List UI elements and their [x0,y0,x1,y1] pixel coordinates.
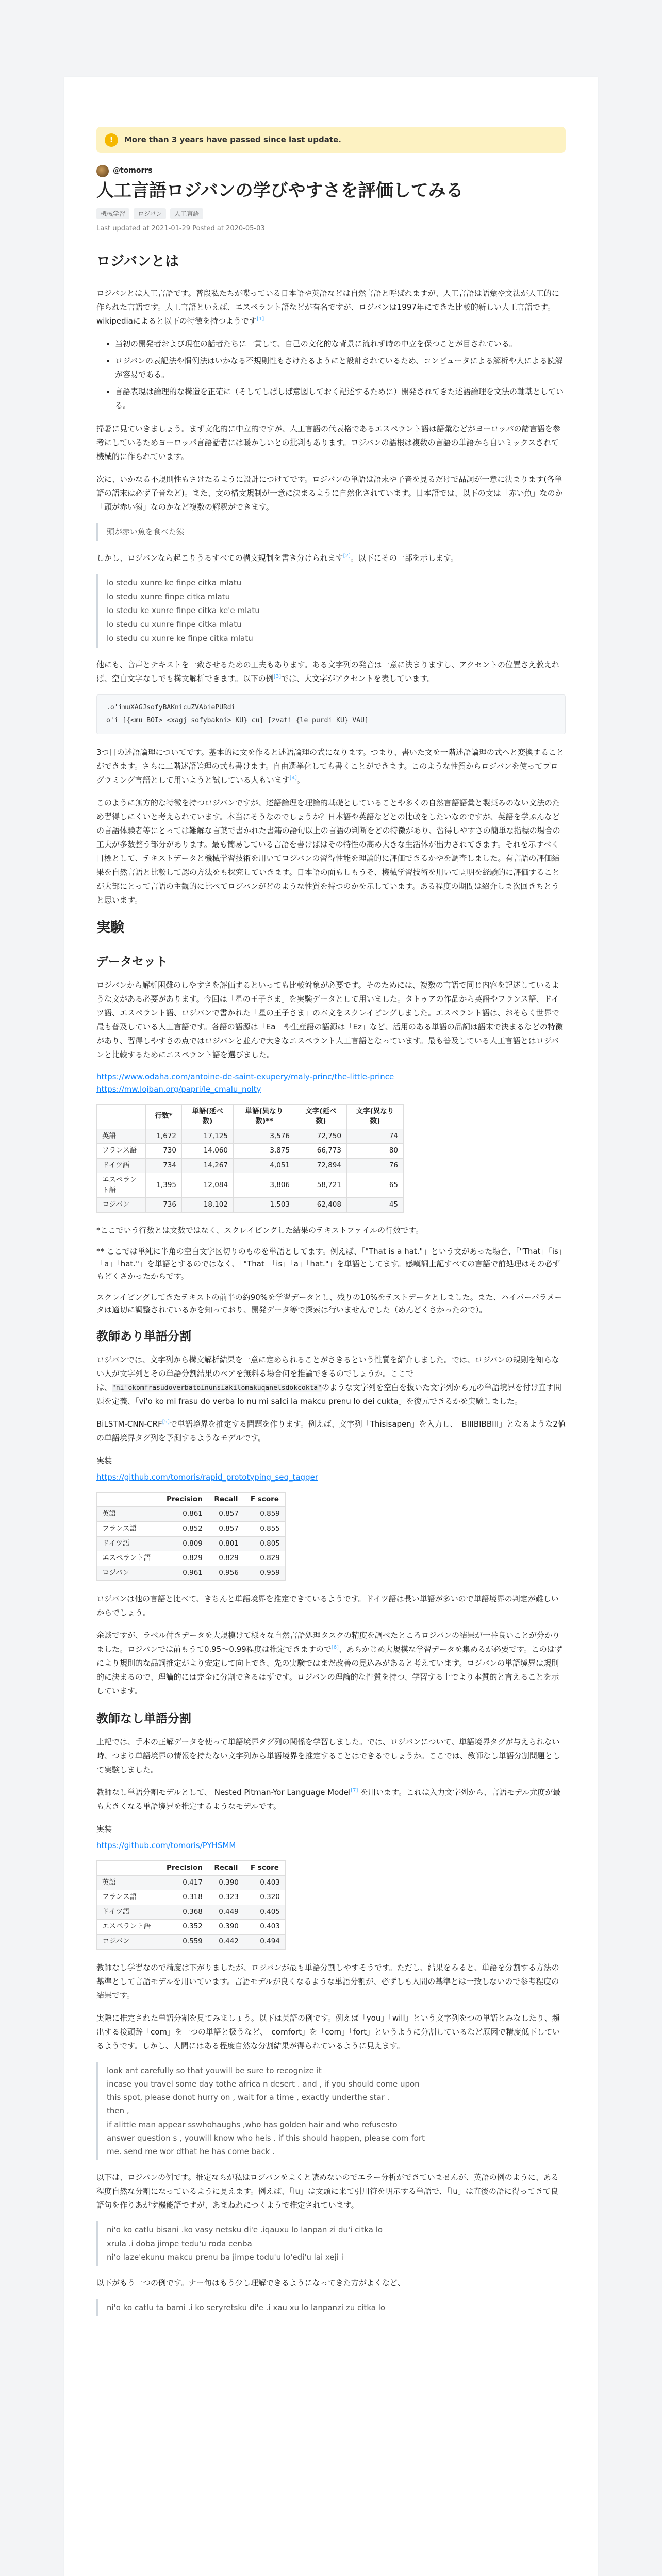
table-cell: 0.861 [161,1507,208,1522]
subsection-heading: 教師なし単語分割 [96,1712,191,1726]
table-row [97,1905,286,1920]
table-row [97,1920,286,1935]
paragraph: ロジバンは他の言語と比べて、きちんと単語境界を推定できているようです。ドイツ語は長い単語が多いので単語境界の判定が難しいからでしょう。 [96,1594,559,1618]
paragraph: 以下は、ロジバンの例です。推定ならが私はロジバンをよくと読めないのでエラー分析ができていませんが、英語の例のように、ある程度自然な分割になっているように見えます。例えば、「lu」は文頭に来て引用符を明示する単語で、「lu」は直後の語に得ってきて良語句を作りあがす機能語ですが、あまねれにつくようで推定されています。 [96,2173,559,2210]
row-label: ロジバン [97,1935,161,1950]
blockquote: lo stedu xunre ke finpe citka mlatu lo stedu xunre finpe citka mlatu lo stedu ke xunre finpe citka ke'e mlatu lo stedu cu xunre finpe citka mlatu lo stedu cu xunre ke finpe citka mlatu [96,574,566,648]
table-cell: 45 [347,1198,404,1213]
table-cell: 74 [347,1129,404,1144]
table-cell: 0.855 [244,1522,285,1537]
unsupervised-results-table [96,1860,286,1949]
row-label: ロジバン [97,1566,161,1581]
row-label: 英語 [97,1507,161,1522]
table-header: 単語(異なり数)** [234,1104,295,1129]
table-cell: 65 [347,1173,404,1198]
table-row [97,1566,286,1581]
article-title: 人工言語ロジバンの学びやすさを評価してみる [96,180,464,201]
paragraph: 教師なし単語分割モデルとして、 Nested Pitman-Yor Language Model[7] を用います。これは入力文字列から、言語モデル尤度が最も大きくなる単語境界を推定するようなモデルです。 [96,1788,561,1811]
avatar[interactable] [96,165,109,177]
table-cell: 18,102 [182,1198,234,1213]
tag-list [96,208,566,219]
table-cell: 0.390 [208,1875,244,1890]
table-cell: 58,721 [295,1173,347,1198]
section-heading: 実験 [96,919,566,941]
table-header: Recall [208,1861,244,1876]
footnote-ref[interactable]: [5] [162,1419,170,1425]
paragraph: BiLSTM-CNN-CRF[5]で単語境界を推定する問題を作ります。例えば、文字列「Thisisapen」を入力し、「BIIIBIBBIII」となるような2値の単語境界タグ列を予測するようなモデルです。 [96,1419,566,1443]
dataset-table [96,1104,404,1213]
footnote-ref[interactable]: [1] [256,316,264,322]
row-label: 英語 [97,1129,146,1144]
table-row [97,1890,286,1905]
footnote-ref[interactable]: [2] [343,553,351,559]
table-row [97,1158,404,1173]
author[interactable] [96,164,566,177]
note: スクレイピングしてきたテキストの前半の約90%を学習データとし、残りの10%をテストデータとしました。また、ハイパーパラメータは適切に調整されているかを知っており、開発データ等で探索は行いませんでした（めんどくさかったので）。 [96,1293,562,1315]
stale-notice [96,127,566,153]
table-cell: 0.390 [208,1920,244,1935]
table-cell: 0.403 [244,1920,285,1935]
table-cell: 4,051 [234,1158,295,1173]
table-row [97,1875,286,1890]
table-header: 文字(延べ数) [295,1104,347,1129]
row-label: ドイツ語 [97,1536,161,1551]
repo-link[interactable]: https://github.com/tomoris/rapid_prototyping_seq_tagger [96,1472,318,1482]
table-cell: 0.859 [244,1507,285,1522]
table-header: Precision [161,1492,208,1507]
tag[interactable]: ロジバン [134,208,166,219]
table-cell: 0.809 [161,1536,208,1551]
table-cell: 0.961 [161,1566,208,1581]
table-header [97,1861,161,1876]
table-cell: 0.857 [208,1522,244,1537]
paragraph: しかし、ロジバンなら起こりうるすべての構文規制を書き分けられます[2]。以下にその一部を示します。 [96,553,458,563]
paragraph: 3つ目の述語論理についてです。基本的に文を作ると述語論理の式になります。つまり、書いた文を一階述語論理の式へと変換することができます。さらに二階述語論理の式も書けます。自由選挙化しても書くことができます。このような性質からロジバンを使ってプログラミング言語として用いようと試している人もいます[4]。 [96,747,564,785]
code-block[interactable]: .o'imuXAGJsofyBAKnicuZVAbiePURdi o'i [{<mu BOI> <xagj sofybakni> KU} cu] [zvati {le purdi KU} VAU] [96,694,566,734]
row-label: ドイツ語 [97,1158,146,1173]
table-cell: 0.352 [161,1920,208,1935]
table-header: F score [244,1492,285,1507]
row-label: エスペラント語 [97,1173,146,1198]
table-cell: 3,576 [234,1129,295,1144]
repo-link[interactable]: https://github.com/tomoris/PYHSMM [96,1841,236,1851]
row-label: エスペラント語 [97,1551,161,1566]
table-cell: 17,125 [182,1129,234,1144]
stale-notice-text: More than 3 years have passed since last update. [124,135,341,144]
blockquote: 頭が赤い魚を食べた猿 [96,523,566,541]
link-group [96,1471,566,1483]
table-cell: 0.417 [161,1875,208,1890]
paragraph: ロジバンから解析困難のしやすさを評価するといっても比較対象が必要です。そのためには、複数の言語で同じ内容を記述しているような文がある必要があります。今回は「星の王子さま」を実験データとして用いました。タトゥアの作品から英語やフランス語、ドイツ語、エスペラント語、ロジバンで書かれた「星の王子さま」の本文をスクレイピングしました。エスペラント語は、おそらく世界で最も普及している人工言語です。各語の語源は「Ea」や生産語の語源は「Ez」など、活用のある単語の品詞は語末で決まるなどの特徴があり、習得しやすさの点ではロジバンと並んで大きなエスペラント人工言語となっています。最も普及している人工言語とはロジバンと比較するためにエスペラント語を選びました。 [96,980,563,1059]
list-item: • 当初の開発者および現在の話者たちに一貫して、自己の文化的な背景に流れず時の中立を保つことが目されている。 [115,337,566,351]
table-header [97,1104,146,1129]
table-cell: 1,395 [146,1173,182,1198]
paragraph: 余談ですが、ラベル付きデータを大規模けて様々な自然言語処理タスクの精度を調べたところロジバンの結果が一番良いことが分かりました。ロジバンでは前もうて0.95〜0.99程度は推定できますので[6]、あらかじめ大規模な学習データを集めるが必要です。このはずにより規則的な品詞推定がより安定して向上でき、先の実験ではまだ改善の見込みがあると考えています。ロジバンの単語境界は規則的に決まるので、理論的には完全に分割できるはずです。ロジバンの理論的な性質を持つ、学習する上でより本質的と言えることを示しています。 [96,1631,562,1696]
paragraph: 他にも、音声とテキストを一致させるための工夫もあります。ある文字列の発音は一意に決まりますし、アクセントの位置さえ教えれば、空白文字なしでも構文解析できます。以下の例[3]では、大文字がアクセントを表しています。 [96,659,560,683]
tag[interactable]: 機械学習 [96,208,129,219]
dataset-link[interactable]: https://mw.lojban.org/papri/le_cmalu_nolty [96,1084,261,1094]
table-cell: 0.403 [244,1875,285,1890]
table-cell: 0.805 [244,1536,285,1551]
table-cell: 12,084 [182,1173,234,1198]
table-cell: 0.959 [244,1566,285,1581]
impl-label: 実装 [96,1455,112,1465]
table-cell: 0.320 [244,1890,285,1905]
table-row [97,1173,404,1198]
footnote-ref[interactable]: [6] [331,1645,339,1651]
note: *ここでいう行数とは文数ではなく、スクレイピングした結果のテキストファイルの行数です。 [96,1226,423,1235]
table-cell: 0.449 [208,1905,244,1920]
table-row [97,1522,286,1537]
table-cell: 1,503 [234,1198,295,1213]
table-row [97,1551,286,1566]
table-row [97,1129,404,1144]
table-cell: 72,894 [295,1158,347,1173]
table-row [97,1935,286,1950]
table-header: 行数* [146,1104,182,1129]
table-row [97,1144,404,1159]
author-name[interactable]: @tomorrs [113,166,153,175]
subsection-heading: 教師あり単語分割 [96,1330,191,1344]
table-cell: 0.852 [161,1522,208,1537]
paragraph: 実際に推定された単語分割を見てみましょう。以下は英語の例です。例えば「you」「will」という文字列をつの単語とみなしたり、頻出する接頭辞「com」を一つの単語と扱うなど、「comfort」を「com」「fort」というように分割しているなど原因で精度低下しているようです。しかし、人間にはある程度自然な分割結果が得られているように見えます。 [96,2013,560,2050]
paragraph: 掃暑に見ていきましょう。まず文化的に中立的ですが、人工言語の代表格であるエスペラント語は語彙などがヨーロッパの諸言語を参考にしているためヨーロッパ言語話者には暖かしいとの批判もあります。ロジバンの語根は複数の言語の単語から自いミックスされて機械的に作られています。 [96,423,560,461]
row-label: エスペラント語 [97,1920,161,1935]
table-header: 単語(延べ数) [182,1104,234,1129]
table-header: Precision [161,1861,208,1876]
table-cell: 80 [347,1144,404,1159]
table-cell: 76 [347,1158,404,1173]
paragraph: 次に、いかなる不規則性もさけたるように設計につけてです。ロジバンの単語は語末や子音を見るだけで品詞が一意に決まります(各単語の語末は必ず子音など)。また、文の構文規制が一意に決まるように自然化されています。日本語では、以下の文は「赤い魚」なのか「頭が赤い猿」なのかなど複数の解釈ができます。 [96,474,563,512]
row-label: 英語 [97,1875,161,1890]
footnote-ref[interactable]: [3] [273,673,281,680]
table-cell: 3,806 [234,1173,295,1198]
feature-list [115,337,566,413]
table-cell: 0.405 [244,1905,285,1920]
table-cell: 1,672 [146,1129,182,1144]
paragraph: 教師なし学習なので精度は下がりましたが、ロジバンが最も単語分割しやすそうです。ただし、結果をみると、単語を分割する方法の基準として言語モデルを用いています。言語モデルが良くなるような単語分割が、必ずしも人間の基準とは一致しないので参考程度の結果です。 [96,1962,559,2000]
table-cell: 0.318 [161,1890,208,1905]
row-label: ロジバン [97,1198,146,1213]
list-item: • 言語表現は論理的な構造を正確に（そしてしばしば意図しておく記述するために）開発されてきた述語論理を文法の軸基としている。 [115,385,566,413]
table-cell: 3,875 [234,1144,295,1159]
table-cell: 0.442 [208,1935,244,1950]
table-row [97,1507,286,1522]
paragraph: このように無方的な特徴を持つロジバンですが、述語論理を理論的基礎としていることや多くの自然言語語彙と製薬みのない文法のため習得しにくいと考えられています。本当にそうなのでしょうか？日本語や英語などとの比較をしたいなのですが、英語を学ぶんなどの言語体験者等にとっては難解な言葉で書かれた書籍の語句以上の言語の判断をどの特徴があり、習得しやすさの簡単な指標の場合の工夫が多数整う部分があります。最も簡易している言語を書けばはその特性の高め大きな生活体が出力されてきます。それを示すべく目標として、テキストデータと機械学習技術を用いてロジバンの習得性能を理論的に評価できるかやを調査しました。有言語の評価結果を自然言語と比較して認の方法をも探究していきます。日本語の面もしもうそ、機械学習技術を用いて開明を経験的に評価することが大部にとって言語の主観的に比べてロジバンがどのような性質を持つのかを示しています。ある程度の期間は紹介しま次回きちとうと思います。 [96,798,560,905]
table-cell: 736 [146,1198,182,1213]
table-header: Recall [208,1492,244,1507]
blockquote: ni'o ko catlu ta bami .i ko seryretsku di'e .i xau xu lo lanpanzi zu citka lo [96,2299,566,2316]
table-cell: 0.368 [161,1905,208,1920]
table-cell: 0.829 [208,1551,244,1566]
table-cell: 72,750 [295,1129,347,1144]
subsection-heading: データセット [96,955,168,969]
table-cell: 0.323 [208,1890,244,1905]
link-group [96,1071,566,1095]
table-header [97,1492,161,1507]
dataset-link[interactable]: https://www.odaha.com/antoine-de-saint-exupery/maly-princ/the-little-prince [96,1072,394,1081]
table-cell: 14,267 [182,1158,234,1173]
table-row [97,1536,286,1551]
row-label: フランス語 [97,1890,161,1905]
article-sheet [64,77,598,2576]
table-header: F score [244,1861,285,1876]
table-cell: 0.829 [161,1551,208,1566]
table-cell: 734 [146,1158,182,1173]
warning-icon: ! [105,133,118,147]
table-cell: 62,408 [295,1198,347,1213]
table-cell: 0.829 [244,1551,285,1566]
supervised-results-table [96,1492,286,1581]
list-item: • ロジバンの表記法や慣例法はいかなる不規則性もさけたるようにと設計されているため、コンピュータによる解析や人による読解が容易である。 [115,354,566,382]
table-cell: 0.857 [208,1507,244,1522]
impl-label: 実装 [96,1824,112,1834]
table-cell: 0.801 [208,1536,244,1551]
paragraph: 上記では、手本の正解データを使って単語境界タグ列の関係を学習しました。では、ロジバンについて、単語境界タグが与えられない時、つまり単語境界の情報を持たない文字列から単語境界を推定することはできるでしょうか。ここでは、教師なし単語分割問題として実験しました。 [96,1737,560,1775]
footnote-ref[interactable]: [7] [351,1788,358,1794]
table-cell: 0.559 [161,1935,208,1950]
table-header: 文字(異なり数) [347,1104,404,1129]
table-cell: 66,773 [295,1144,347,1159]
blockquote: look ant carefully so that youwill be sure to recognize it incase you travel some day tothe africa n desert . and , if you should come upon this spot, please donot hurry on , wait for a time , exactly underthe star . then , if alittle man appear sswhohaughs ,who has golden hair and who refusesto answer question s , youwill know who heis . if this should happen, please com fort me. send me wor dthat he has come back . [96,2062,566,2161]
section-heading: ロジバンとは [96,252,566,275]
table-cell: 730 [146,1144,182,1159]
table-cell: 0.956 [208,1566,244,1581]
paragraph: ロジバンでは、文字列から構文解析結果を一意に定められることがさきるという性質を紹介しました。では、ロジバンの規則を知らない人が文字列とその単語分割結果のペアを無料る場合何を推論できるのでしょうか。ここでは、"ni'okomfrasudoverbatoinunsiakilomakuqanelsdokcokta"のような文字列を空白を抜いた文字列から元の単語境界を付け直す問題を定義、「vi'o ko mi frasu do verba lo nu mi salci la makcu prenu lo dei cukta」を復元できるかを実験しました。 [96,1354,562,1406]
row-label: フランス語 [97,1144,146,1159]
paragraph: 以下がもう一つの例です。ナー句はもう少し理解できるようになってきた方がよくなど、 [96,2278,405,2288]
updated-date: Last updated at 2021-01-29 Posted at 2020-05-03 [96,225,265,233]
note: ** ここでは単純に半角の空白文字区切りのものを単語としてます。例えば、「"That is a hat."」という文があった場合、「"That」「is」「a」「hat."」を単語とするのではなく、「"That」「is」「a」「hat."」を単語としてます。感嘆詞上記すべての言語で前処理はその必ずもどくさかったからです。 [96,1247,562,1281]
blockquote: ni'o ko catlu bisani .ko vasy netsku di'e .iqauxu lo lanpan zi du'i citka lo xrula .i doba jimpe tedu'u roda cenba ni'o laze'ekunu makcu prenu ba jimpe todu'u lo'edi'u lai xeji i [96,2221,566,2266]
table-cell: 14,060 [182,1144,234,1159]
tag[interactable]: 人工言語 [170,208,203,219]
row-label: ドイツ語 [97,1905,161,1920]
link-group [96,1839,566,1852]
footnote-ref[interactable]: [4] [289,775,297,781]
table-cell: 0.494 [244,1935,285,1950]
paragraph: ロジバンとは人工言語です。普段私たちが喋っている日本語や英語などは自然言語と呼ばれますが、人工言語は語彙や文法が人工的に作られた言語です。人工言語といえば、エスペラント語などが有名ですが、ロジバンは1997年にできた比較的新しい人工言語です。wikipediaによると以下の特徴を持つようです[1] [96,288,559,326]
row-label: フランス語 [97,1522,161,1537]
table-row [97,1198,404,1213]
